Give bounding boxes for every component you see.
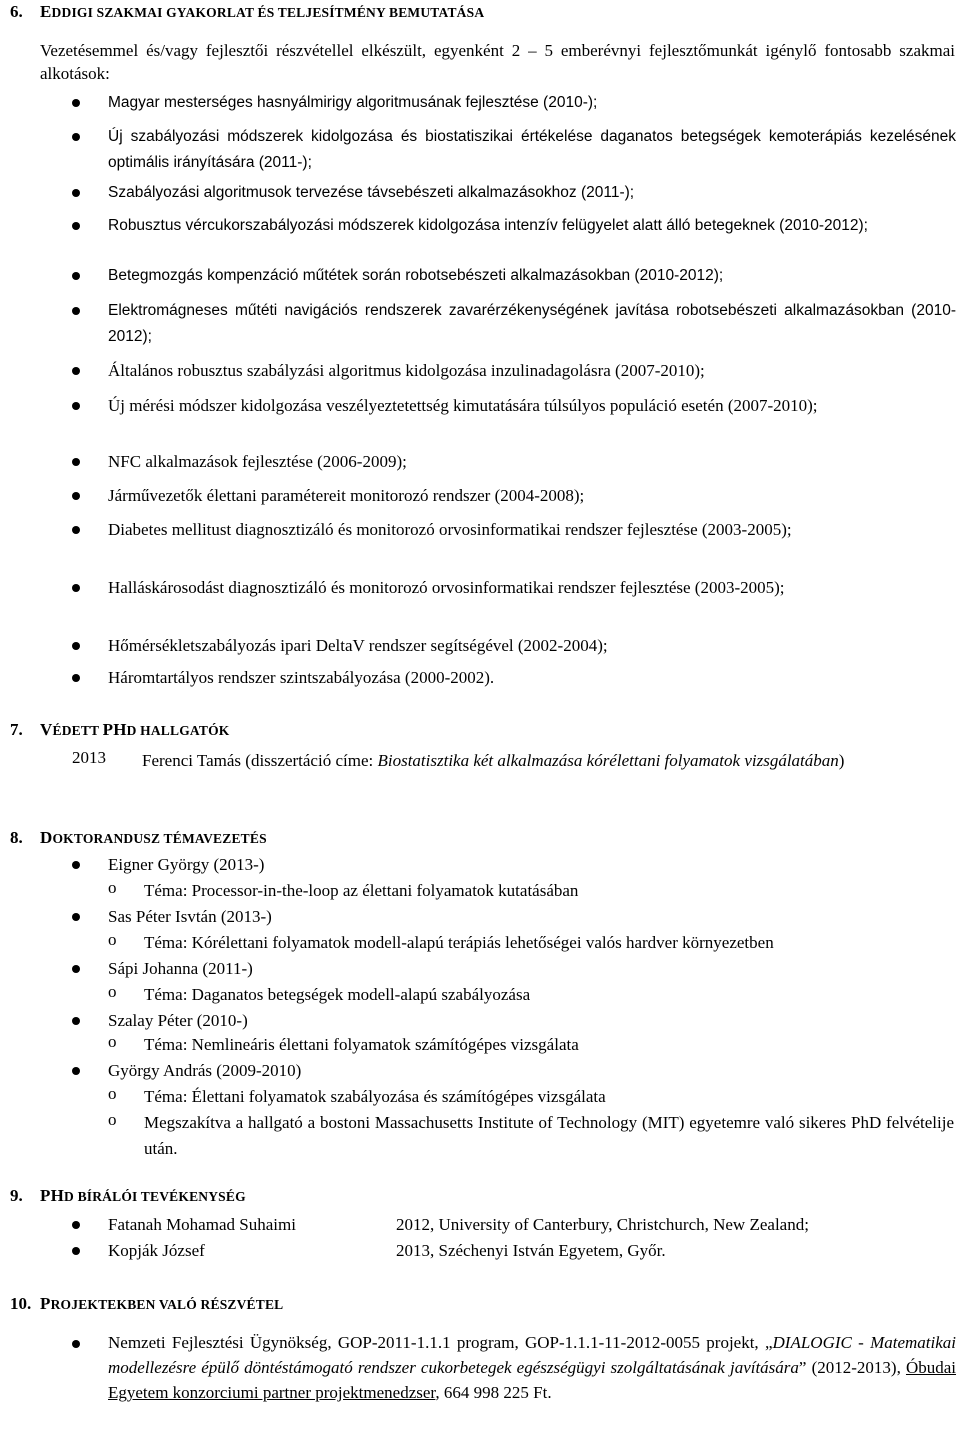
student-name: Eigner György (2013-) [108, 855, 265, 874]
section-10-title-rest: ROJEKTEKBEN VALÓ RÉSZVÉTEL [50, 1297, 284, 1312]
section-6-title-initial: E [40, 2, 52, 21]
section-6-item-text: Betegmozgás kompenzáció műtétek során robotsebészeti alkalmazásokban (2010-2012); [108, 267, 724, 284]
student-topic-text: Téma: Élettani folyamatok szabályozása és számítógépes vizsgálata [144, 1087, 606, 1106]
bullet-icon [72, 458, 80, 466]
sub-bullet-marker: o [108, 1110, 117, 1129]
sub-bullet-marker: o [108, 982, 117, 1001]
section-7-number: 7. [10, 720, 23, 739]
section-7-title-part: H [113, 720, 127, 739]
section-6-item-text: Új mérési módszer kidolgozása veszélyeztetettség kimutatására túlsúlyos populáció esetén (2007-2010); [108, 396, 818, 415]
bullet-icon [72, 99, 80, 107]
student-topic-text: Téma: Daganatos betegségek modell-alapú szabályozása [144, 985, 531, 1004]
section-6-item-text: Hőmérsékletszabályozás ipari DeltaV rendszer segítségével (2002-2004); [108, 636, 608, 655]
section-7-heading [10, 720, 229, 740]
section-6-item-text: Diabetes mellitust diagnosztizáló és monitorozó orvosinformatikai rendszer fejlesztése (2003-2005); [108, 520, 792, 539]
section-6-item-text: Járművezetők élettani paramétereit monitorozó rendszer (2004-2008); [108, 486, 585, 505]
section-6-item-text: Halláskárosodást diagnosztizáló és monitorozó orvosinformatikai rendszer fejlesztése (2003-2005); [108, 578, 785, 597]
bullet-icon [72, 1221, 80, 1229]
section-6-item-text: Szabályozási algoritmusok tervezése távsebészeti alkalmazásokhoz (2011-); [108, 184, 635, 201]
section-6-heading [10, 2, 484, 22]
bullet-icon [72, 1340, 80, 1348]
section-6-item-text: Új szabályozási módszerek kidolgozása és biostatiszikai értékelése daganatos betegségek kemoterápiás kezelésének optimális irányítására (2011-); [108, 128, 956, 171]
bullet-icon [72, 222, 80, 230]
section-10-title-initial: P [40, 1294, 51, 1313]
phd-student-close: ) [838, 751, 845, 770]
student-topic-text: Téma: Nemlineáris élettani folyamatok számítógépes vizsgálata [144, 1035, 579, 1054]
bullet-icon [72, 1067, 80, 1075]
phd-student-name: Ferenci Tamás (disszertáció címe: [142, 751, 378, 770]
section-8-title-initial: D [40, 828, 53, 847]
student-name: Sas Péter Isvtán (2013-) [108, 907, 272, 926]
bullet-icon [72, 913, 80, 921]
section-6-number: 6. [10, 2, 23, 21]
section-9-title-part: BÍRÁLÓI TEVÉKENYSÉG [77, 1189, 246, 1204]
project-text-part: , 664 998 225 Ft. [435, 1383, 552, 1402]
section-9-heading [10, 1186, 246, 1206]
section-6-intro: Vezetésemmel és/vagy fejlesztői részvétellel elkészült, egyenként 2 – 5 emberévnyi fejlesztőmunkát igénylő fontosabb szakmai alkotások: [40, 41, 955, 83]
review-detail: 2012, University of Canterbury, Christchurch, New Zealand; [396, 1215, 809, 1234]
section-6-item-text: Háromtartályos rendszer szintszabályozása (2000-2002). [108, 668, 495, 687]
section-8-number: 8. [10, 828, 23, 847]
section-7-title-part: D [126, 723, 141, 738]
bullet-icon [72, 1017, 80, 1025]
review-detail: 2013, Széchenyi István Egyetem, Győr. [396, 1241, 666, 1260]
section-6-item-text: Elektromágneses műtéti navigációs rendszerek zavarérzékenységének javítása robotsebészeti alkalmazásokban (2010-2012); [108, 302, 956, 345]
section-7-title-part: HALLGATÓK [140, 723, 230, 738]
student-name: Sápi Johanna (2011-) [108, 959, 253, 978]
section-9-number: 9. [10, 1186, 23, 1205]
bullet-icon [72, 492, 80, 500]
section-8-title-rest: OKTORANDUSZ TÉMAVEZETÉS [52, 831, 267, 846]
sub-bullet-marker: o [108, 1032, 117, 1051]
section-9-title-part: D [64, 1189, 78, 1204]
section-10-number: 10. [10, 1294, 32, 1313]
student-topic-text: Téma: Processor-in-the-loop az élettani folyamatok kutatásában [144, 881, 579, 900]
reviewee-name: Kopják József [108, 1241, 205, 1260]
section-7-title-part: P [102, 720, 114, 739]
bullet-icon [72, 307, 80, 315]
phd-dissertation-title: Biostatisztika két alkalmazása kórélettani folyamatok vizsgálatában [377, 751, 839, 770]
section-6-title-rest: DDIGI SZAKMAI GYAKORLAT ÉS TELJESÍTMÉNY BEMUTATÁSA [51, 5, 485, 20]
reviewee-name: Fatanah Mohamad Suhaimi [108, 1215, 296, 1234]
bullet-icon [72, 526, 80, 534]
section-7-title-part: ÉDETT [52, 723, 103, 738]
bullet-icon [72, 189, 80, 197]
sub-bullet-marker: o [108, 930, 117, 949]
bullet-icon [72, 674, 80, 682]
bullet-icon [72, 861, 80, 869]
section-9-title-part: P [40, 1186, 51, 1205]
bullet-icon [72, 642, 80, 650]
sub-bullet-marker: o [108, 1084, 117, 1103]
section-6-item-text: Általános robusztus szabályzási algoritmus kidolgozása inzulinadagolásra (2007-2010); [108, 361, 705, 380]
section-9-title-part: H [50, 1186, 65, 1205]
section-6-item-text: Robusztus vércukorszabályozási módszerek kidolgozása intenzív felügyelet alatt álló betegeknek (2010-2012); [108, 217, 868, 234]
section-8-heading [10, 828, 267, 848]
student-topic-text: Téma: Kórélettani folyamatok modell-alapú terápiás lehetőségei valós hardver környezetben [144, 933, 774, 952]
bullet-icon [72, 965, 80, 973]
project-text-part: ” (2012-2013), [798, 1358, 906, 1377]
phd-student-year: 2013 [72, 748, 106, 767]
bullet-icon [72, 367, 80, 375]
bullet-icon [72, 1247, 80, 1255]
student-name: György András (2009-2010) [108, 1061, 302, 1080]
bullet-icon [72, 402, 80, 410]
bullet-icon [72, 584, 80, 592]
phd-student-text [142, 748, 956, 774]
section-10-heading [10, 1294, 283, 1314]
bullet-icon [72, 272, 80, 280]
bullet-icon [72, 133, 80, 141]
section-7-title-part: V [40, 720, 53, 739]
student-topic-text: Megszakítva a hallgató a bostoni Massachusetts Institute of Technology (MIT) egyetemre való sikeres PhD felvételije után. [144, 1113, 954, 1158]
project-title: DIALOGIC - Matematikai modellezésre épülő döntéstámogató rendszer cukorbetegek egészségügyi szolgáltatásának javítására [108, 1333, 956, 1377]
sub-bullet-marker: o [108, 878, 117, 897]
section-6-item-text: NFC alkalmazások fejlesztése (2006-2009); [108, 452, 407, 471]
project-role: Óbudai Egyetem konzorciumi partner projektmenedzser [108, 1358, 957, 1402]
section-6-item-text: Magyar mesterséges hasnyálmirigy algoritmusának fejlesztése (2010-); [108, 94, 598, 111]
project-text-part: Nemzeti Fejlesztési Ügynökség, GOP-2011-1.1.1 program, GOP-1.1.1-11-2012-0055 projekt, „ [108, 1333, 773, 1352]
student-name: Szalay Péter (2010-) [108, 1011, 248, 1030]
project-text [108, 1330, 956, 1405]
